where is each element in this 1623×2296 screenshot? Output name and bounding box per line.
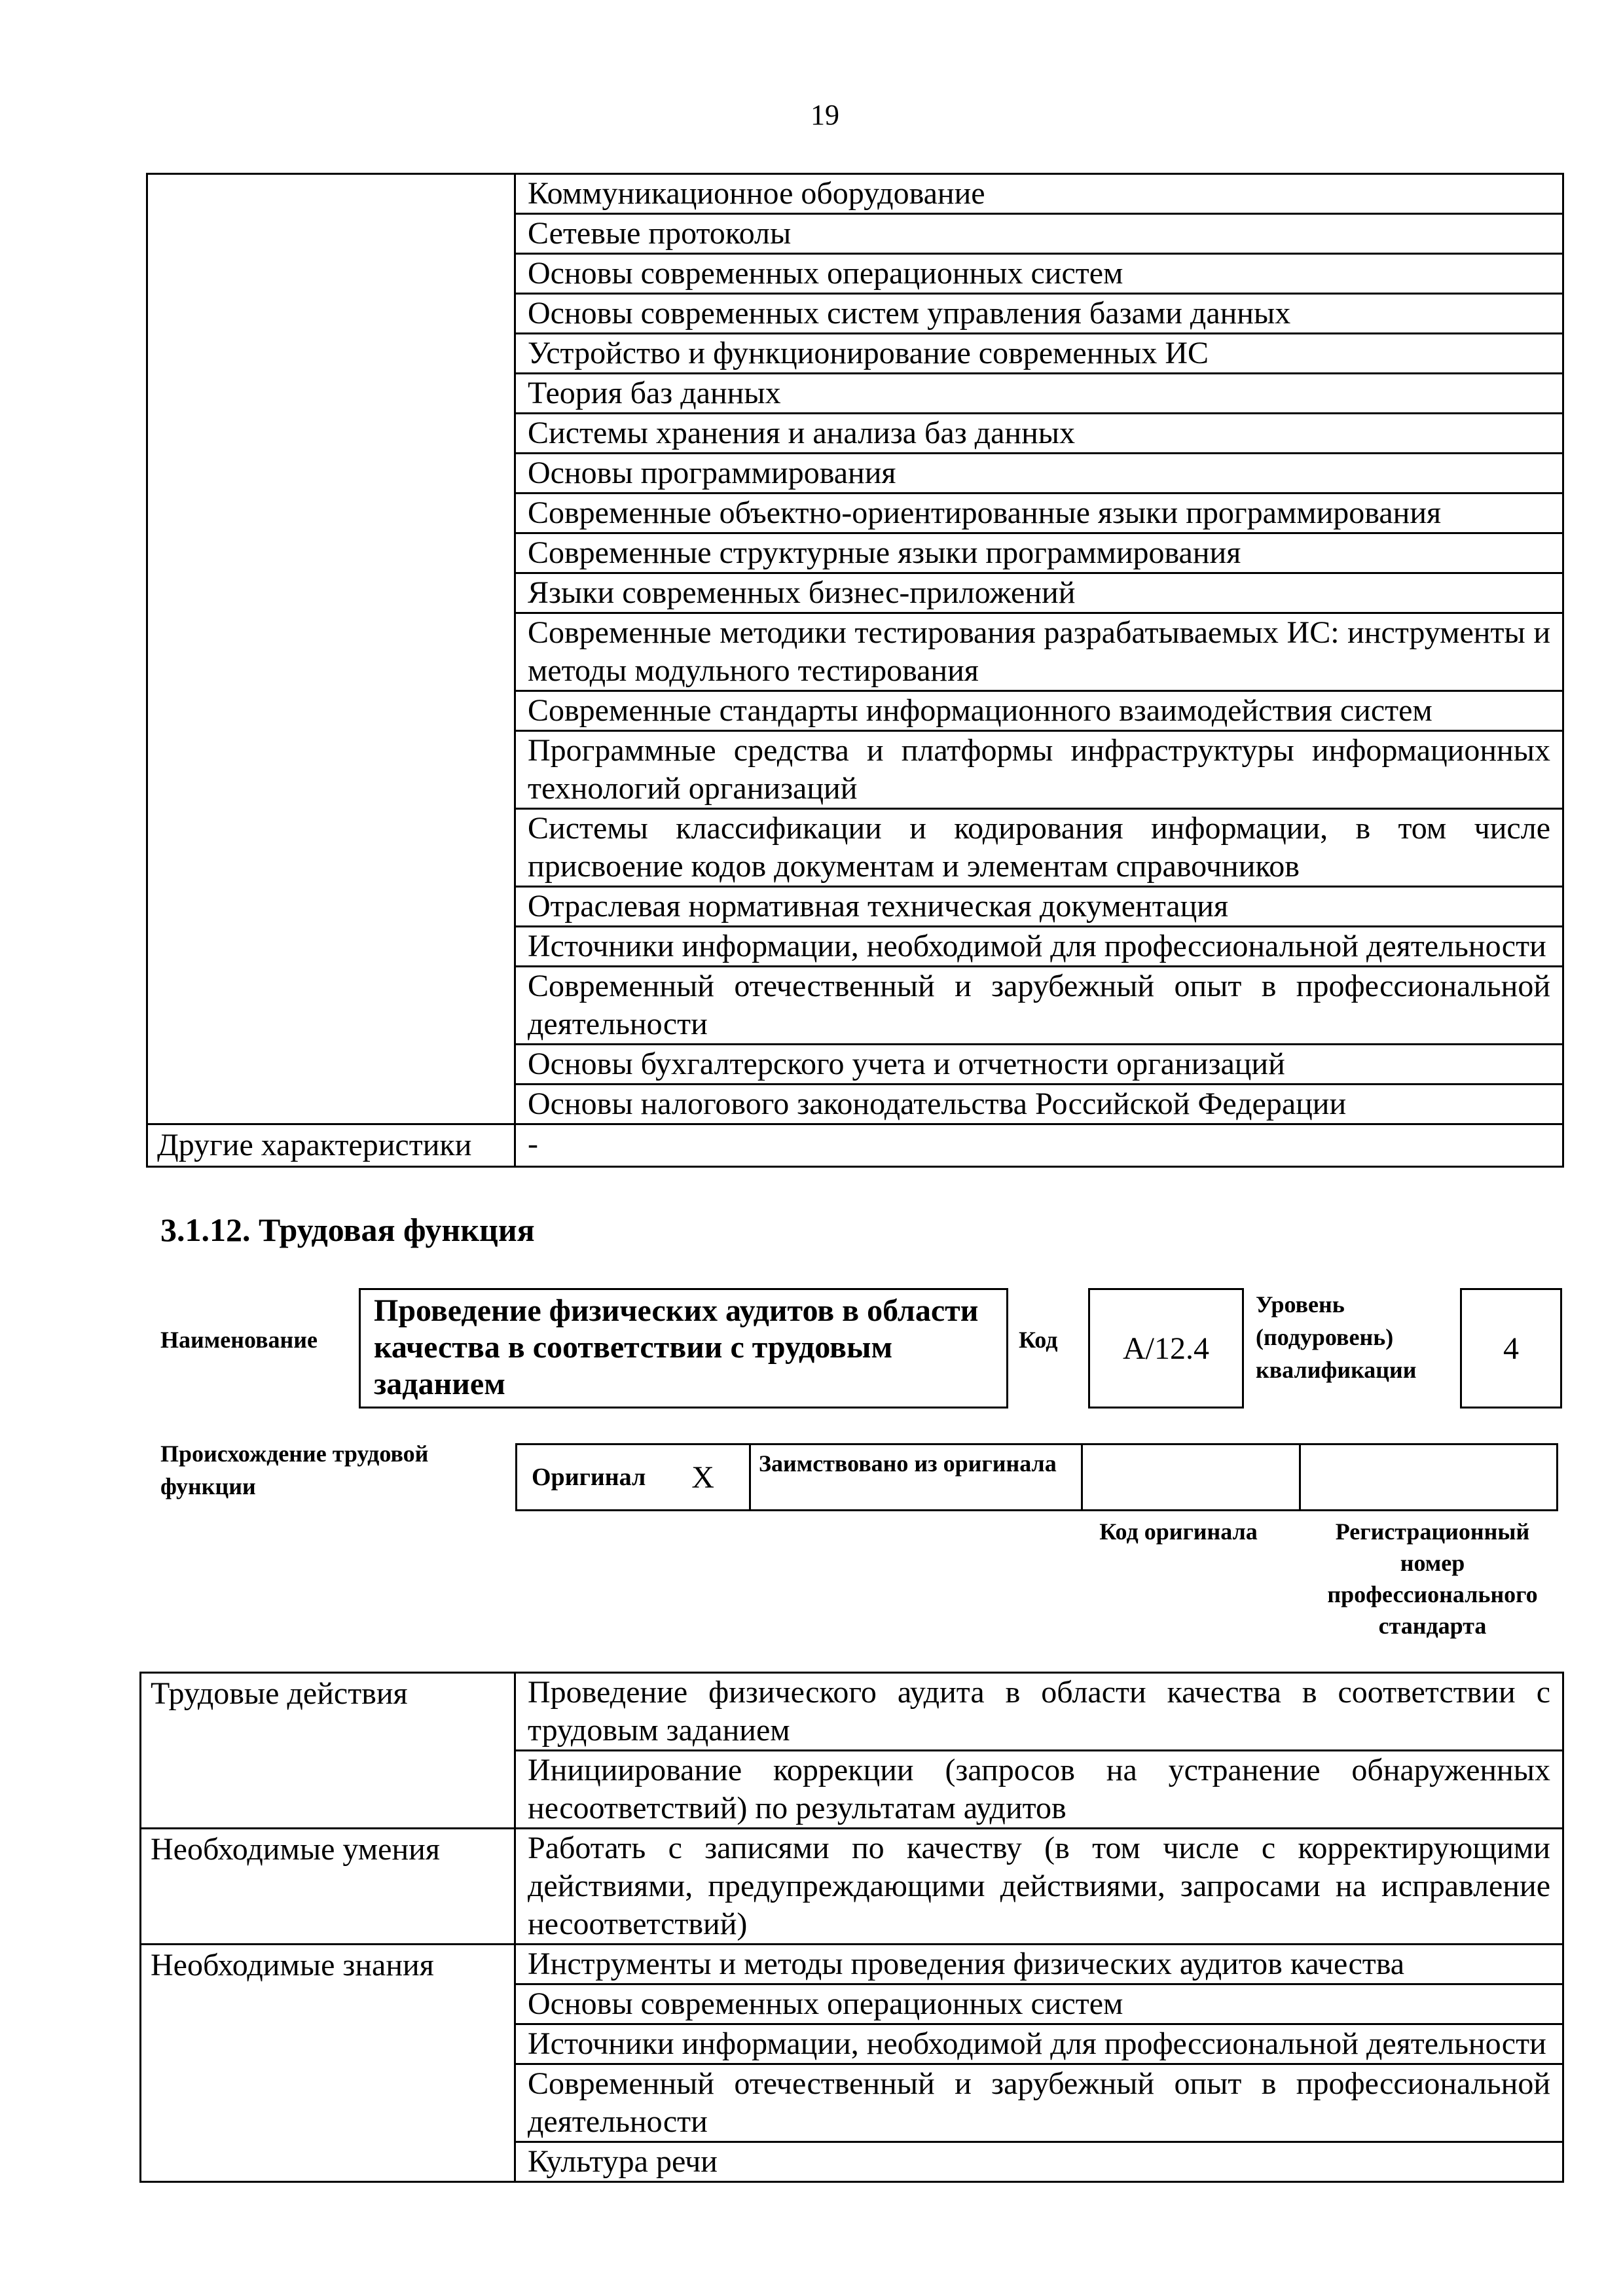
skills-label: Необходимые умения (141, 1829, 515, 1945)
function-code-box (1088, 1288, 1244, 1408)
knowledge-item: Теория баз данных (515, 374, 1563, 414)
other-characteristics-label: Другие характеристики (147, 1124, 515, 1167)
knowledge-item: Современный отечественный и зарубежный опыт в профессиональной деятельности (515, 2064, 1563, 2142)
code-label: Код (1019, 1327, 1058, 1353)
knowledge-item: Современные методики тестирования разрабатываемых ИС: инструменты и методы модульного тестирования (515, 613, 1563, 691)
knowledge-item: Современный отечественный и зарубежный опыт в профессиональной деятельности (515, 967, 1563, 1045)
function-name-box: Проведение физических аудитов в области качества в соответствии с трудовым заданием (359, 1288, 1008, 1408)
knowledge-item: Основы современных операционных систем (515, 254, 1563, 294)
knowledge-item: Сетевые протоколы (515, 214, 1563, 254)
name-label: Наименование (160, 1327, 318, 1353)
level-label: Уровень (подуровень) квалификации (1256, 1291, 1417, 1383)
empty-label-cell (147, 174, 515, 1124)
skill-item: Работать с записями по качеству (в том числе с корректирующими действиями, предупреждающими действиями, запросами на исправление несоответствий) (515, 1829, 1563, 1945)
knowledge-item: Основы бухгалтерского учета и отчетности организаций (515, 1045, 1563, 1085)
labor-function-table (139, 1672, 1564, 2183)
code-caption: Код оригинала (1099, 1518, 1258, 1545)
knowledge-item: Источники информации, необходимой для профессиональной деятельности (515, 927, 1563, 967)
knowledge-item: Источники информации, необходимой для профессиональной деятельности (515, 2024, 1563, 2064)
reg-caption: Регистрационный номер профессионального стандарта (1327, 1518, 1538, 1639)
function-code-value: A/12.4 (1123, 1331, 1209, 1366)
page-number: 19 (811, 99, 839, 131)
knowledge-item: Основы современных систем управления базами данных (515, 294, 1563, 334)
action-item: Проведение физического аудита в области качества в соответствии с трудовым заданием (515, 1673, 1563, 1751)
knowledge-item: Устройство и функционирование современных ИС (515, 334, 1563, 374)
knowledge-item: Основы программирования (515, 454, 1563, 493)
registration-number-cell (1299, 1443, 1558, 1511)
knowledge-table-continued (146, 173, 1564, 1168)
origin-label: Происхождение трудовой функции (160, 1441, 429, 1499)
level-box (1460, 1288, 1562, 1408)
knowledge-item: Программные средства и платформы инфраструктуры информационных технологий организаций (515, 731, 1563, 809)
knowledge-item: Основы налогового законодательства Российской Федерации (515, 1085, 1563, 1124)
knowledge-item: Отраслевая нормативная техническая документация (515, 887, 1563, 927)
original-code-cell (1081, 1443, 1301, 1511)
original-mark: X (691, 1460, 714, 1495)
knowledge-item: Культура речи (515, 2142, 1563, 2182)
knowledge-label: Необходимые знания (141, 1945, 515, 2182)
level-value: 4 (1503, 1331, 1519, 1366)
original-cell (515, 1443, 751, 1511)
other-characteristics-value: - (515, 1124, 1563, 1167)
knowledge-item: Основы современных операционных систем (515, 1984, 1563, 2024)
knowledge-item: Современные структурные языки программирования (515, 533, 1563, 573)
knowledge-item: Современные объектно-ориентированные языки программирования (515, 493, 1563, 533)
knowledge-item: Коммуникационное оборудование (515, 174, 1563, 214)
knowledge-item: Современные стандарты информационного взаимодействия систем (515, 691, 1563, 731)
knowledge-item: Инструменты и методы проведения физических аудитов качества (515, 1945, 1563, 1984)
section-heading: 3.1.12. Трудовая функция (160, 1211, 535, 1248)
original-label: Оригинал (532, 1463, 646, 1491)
knowledge-item: Системы хранения и анализа баз данных (515, 414, 1563, 454)
borrowed-cell: Заимствовано из оригинала (749, 1443, 1083, 1511)
action-item: Инициирование коррекции (запросов на устранение обнаруженных несоответствий) по результатам аудитов (515, 1751, 1563, 1829)
knowledge-item: Языки современных бизнес-приложений (515, 573, 1563, 613)
origin-row (517, 1443, 1562, 1511)
actions-label: Трудовые действия (141, 1673, 515, 1829)
knowledge-item: Системы классификации и кодирования информации, в том числе присвоение кодов документам и элементам справочников (515, 809, 1563, 887)
